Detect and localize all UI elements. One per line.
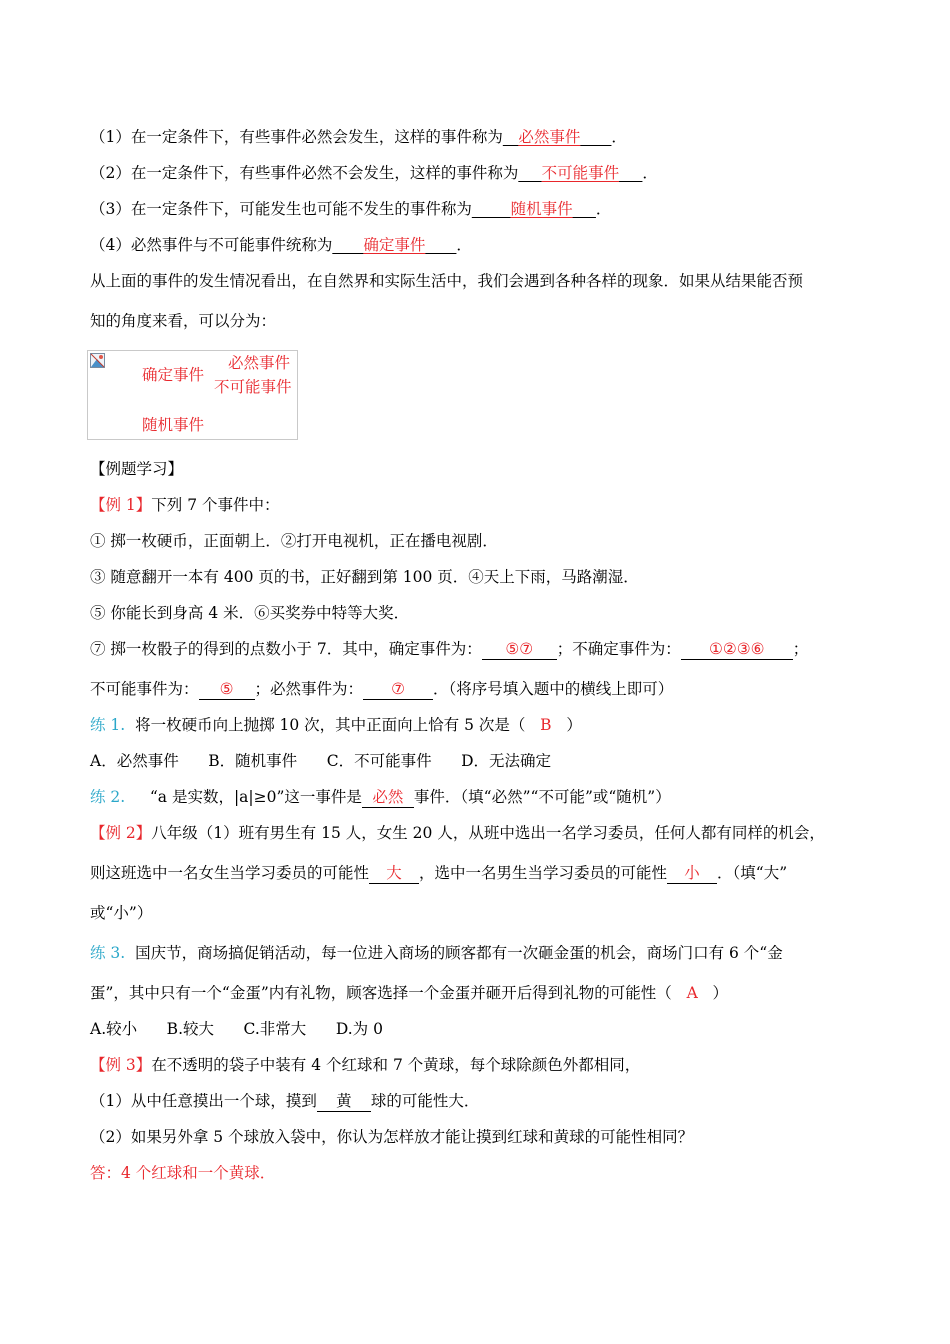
practice-text: ） — [566, 716, 582, 734]
sure-event-label: 必然事件 — [228, 354, 291, 372]
answer-text: ①②③⑥ — [708, 640, 765, 658]
period: ． — [456, 236, 472, 254]
example-text: 不可能事件为： — [90, 680, 199, 698]
practice-tag: 练 2. — [90, 788, 126, 806]
yellow-answer-blank — [317, 1091, 371, 1112]
girl-answer-blank — [369, 863, 419, 884]
blank-pad: _____ — [471, 200, 511, 218]
example-2-line-1 — [90, 822, 825, 844]
practice-text: 国庆节，商场搞促销活动，每一位进入商场的顾客都有一次砸金蛋的机会，商场门口有 6 个“金 — [135, 944, 783, 962]
example-1-stem — [90, 494, 280, 516]
blank-pad: ____ — [425, 236, 457, 254]
answer-text: ⑤⑦ — [505, 640, 534, 658]
blank-pad: ____ — [580, 128, 612, 146]
example-text: ．（填“大” — [717, 864, 788, 882]
practice-1 — [90, 714, 582, 736]
random-event-label: 随机事件 — [142, 416, 205, 434]
answer-text: 必然事件 — [518, 128, 581, 146]
uncertain-answer-blank — [681, 639, 793, 660]
definition-text: （1）在一定条件下，有些事件必然会发生，这样的事件称为 — [90, 128, 503, 146]
example-2-line-3: 或“小”） — [90, 904, 153, 922]
blank-pad: __ — [502, 128, 519, 146]
definition-2 — [90, 162, 658, 184]
practice-tag: 练 3. — [90, 944, 126, 962]
answer-text: 随机事件 — [510, 200, 573, 218]
boy-answer-blank — [667, 863, 717, 884]
practice-3-line-1 — [90, 942, 783, 964]
blank-pad: ___ — [619, 164, 643, 182]
broken-image-icon — [90, 353, 105, 368]
example-3-answer: 答：4 个红球和一个黄球． — [90, 1164, 276, 1182]
answer-text: 小 — [684, 864, 700, 882]
example-text: （1）从中任意摸出一个球，摸到 — [90, 1092, 317, 1110]
practice-2 — [90, 786, 671, 808]
example-1-items-1: ① 掷一枚硬币，正面朝上．②打开电视机，正在播电视剧． — [90, 532, 498, 550]
answer-text: 必然 — [372, 788, 404, 806]
section-title: 【例题学习】 — [90, 460, 184, 478]
example-tag: 【例 2】 — [90, 824, 152, 842]
practice-1-options: A．必然事件 B．随机事件 C．不可能事件 D．无法确定 — [90, 752, 552, 770]
practice-2-blank — [362, 787, 414, 808]
intro-line-2: 知的角度来看，可以分为： — [90, 312, 277, 330]
sure-answer-blank — [363, 679, 433, 700]
example-1-items-4 — [90, 638, 808, 660]
example-tag: 【例 3】 — [90, 1056, 152, 1074]
example-3-question-2: （2）如果另外拿 5 个球放入袋中，你认为怎样放才能让摸到红球和黄球的可能性相同？ — [90, 1128, 694, 1146]
answer-text: 黄 — [336, 1092, 352, 1110]
impossible-event-label: 不可能事件 — [214, 378, 292, 396]
example-text: 球的可能性大． — [370, 1092, 480, 1110]
practice-text: 将一枚硬币向上抛掷 10 次，其中正面向上恰有 5 次是（ — [135, 716, 526, 734]
example-text: 下列 7 个事件中： — [151, 496, 280, 514]
practice-tag: 练 1. — [90, 716, 126, 734]
period: ． — [595, 200, 612, 218]
example-1-items-2: ③ 随意翻开一本有 400 页的书，正好翻到第 100 页．④天上下雨，马路潮湿． — [90, 568, 639, 586]
example-text: ；不确定事件为： — [556, 640, 681, 658]
answer-text: 确定事件 — [363, 236, 426, 254]
impossible-answer-blank — [199, 679, 255, 700]
period: ． — [642, 164, 658, 182]
answer-text: ⑦ — [391, 680, 405, 698]
practice-text: “a 是实数，|a|≥0”这一事件是 — [149, 788, 362, 806]
certain-event-label: 确定事件 — [142, 366, 205, 384]
definition-text: （3）在一定条件下，可能发生也可能不发生的事件称为 — [90, 200, 472, 218]
practice-text: ） — [712, 984, 729, 1002]
blank-pad: ___ — [572, 200, 596, 218]
example-3-question-1 — [90, 1090, 479, 1112]
intro-line-1: 从上面的事件的发生情况看出，在自然界和实际生活中，我们会遇到各种各样的现象．如果从结果能否预 — [90, 272, 804, 290]
answer-text: 大 — [386, 864, 402, 882]
practice-text: 蛋”，其中只有一个“金蛋”内有礼物，顾客选择一个金蛋并砸开后得到礼物的可能性（ — [90, 984, 672, 1002]
answer-text: ⑤ — [219, 680, 234, 698]
practice-3-line-2 — [90, 982, 728, 1004]
definition-text: （2）在一定条件下，有些事件必然不会发生，这样的事件称为 — [90, 164, 519, 182]
example-text: ； — [792, 640, 809, 658]
definition-text: （4）必然事件与不可能事件统称为 — [90, 236, 333, 254]
definition-3 — [90, 198, 611, 220]
classification-diagram — [87, 350, 298, 440]
blank-pad: ___ — [518, 164, 542, 182]
example-tag: 【例 1】 — [90, 496, 152, 514]
example-2-line-2 — [90, 862, 787, 884]
example-text: ，选中一名男生当学习委员的可能性 — [419, 864, 668, 882]
example-text: ；必然事件为： — [254, 680, 364, 698]
practice-3-options: A.较小 B.较大 C.非常大 D.为 0 — [90, 1020, 383, 1038]
example-text: ．（将序号填入题中的横线上即可） — [433, 680, 674, 698]
example-text: 八年级（1）班有男生有 15 人，女生 20 人，从班中选出一名学习委员，任何人都有同样的机会， — [151, 824, 825, 842]
period: ． — [611, 128, 627, 146]
example-3-stem — [90, 1054, 640, 1076]
practice-text: 事件．（填“必然”“不可能”或“随机”） — [413, 788, 671, 806]
definition-1 — [90, 126, 627, 148]
blank-pad: ____ — [332, 236, 364, 254]
answer-text: B — [540, 716, 552, 734]
answer-text: 不可能事件 — [541, 164, 620, 182]
certain-answer-blank — [482, 639, 557, 660]
example-1-items-3: ⑤ 你能长到身高 4 米．⑥买奖券中特等大奖． — [90, 604, 410, 622]
answer-text: A — [686, 984, 698, 1002]
example-text: 在不透明的袋子中装有 4 个红球和 7 个黄球，每个球除颜色外都相同， — [151, 1056, 641, 1074]
example-text: ⑦ 掷一枚骰子的得到的点数小于 7．其中，确定事件为： — [90, 640, 482, 658]
definition-4 — [90, 234, 472, 256]
example-text: 则这班选中一名女生当学习委员的可能性 — [90, 864, 370, 882]
example-1-items-5 — [90, 678, 673, 700]
